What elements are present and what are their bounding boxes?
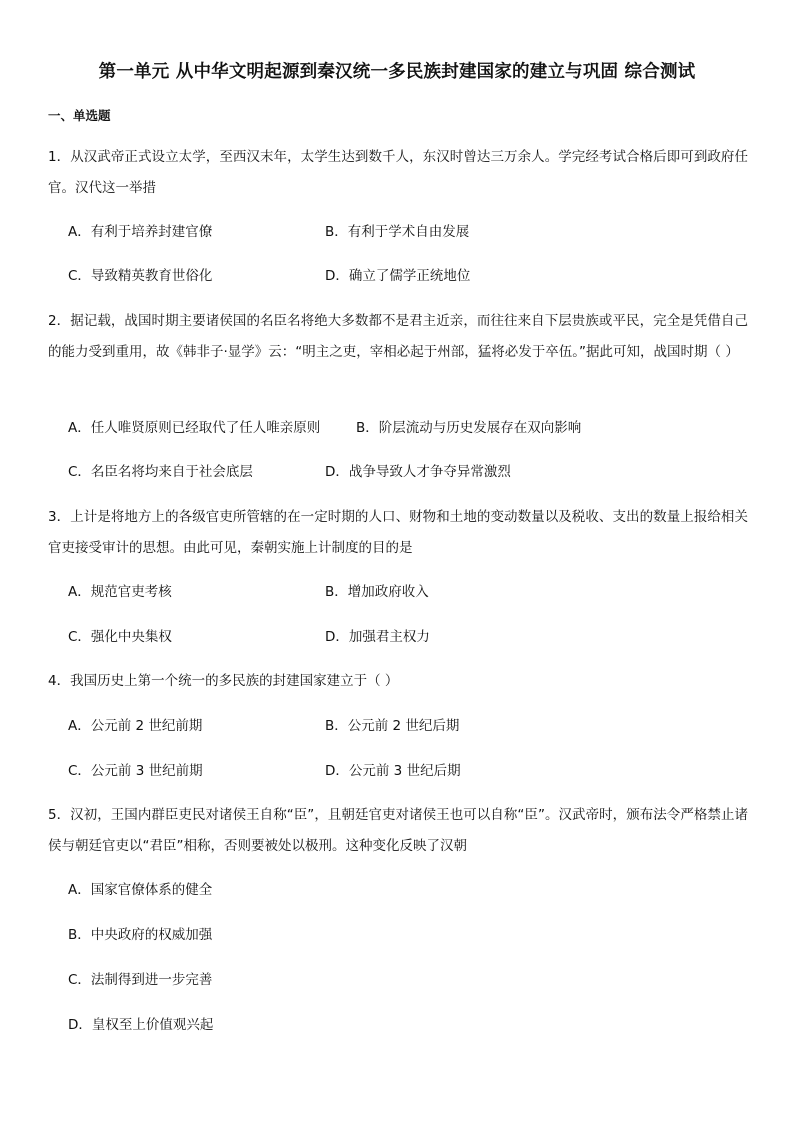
question-2-option-a: A．任人唯贤原则已经取代了任人唯亲原则 [68, 420, 321, 436]
question-2-option-b: B．阶层流动与历史发展存在双向影响 [356, 420, 582, 436]
question-1-option-b: B．有利于学术自由发展 [325, 224, 470, 240]
question-5-option-a: A．国家官僚体系的健全 [68, 882, 213, 898]
question-5-option-b: B．中央政府的权威加强 [68, 927, 213, 943]
question-5-option-c: C．法制得到进一步完善 [68, 972, 213, 988]
question-2-option-c: C．名臣名将均来自于社会底层 [68, 464, 253, 480]
question-4-option-c: C．公元前 3 世纪前期 [68, 763, 203, 779]
document-title: 第一单元 从中华文明起源到秦汉统一多民族封建国家的建立与巩固 综合测试 [98, 62, 696, 82]
question-5-option-d: D．皇权至上价值观兴起 [68, 1017, 214, 1033]
question-5-stem: 5．汉初，王国内群臣吏民对诸侯王自称“臣”，且朝廷官吏对诸侯王也可以自称“臣”。汉武帝时，颁布法令严格禁止诸侯与朝廷官吏以“君臣”相称，否则要被处以极刑。这种变化反映了汉朝 [48, 807, 748, 854]
question-3-option-c: C．强化中央集权 [68, 629, 172, 645]
question-3-stem: 3．上计是将地方上的各级官吏所管辖的在一定时期的人口、财物和土地的变动数量以及税收、支出的数量上报给相关官吏接受审计的思想。由此可见，秦朝实施上计制度的目的是 [48, 509, 748, 556]
question-3-option-a: A．规范官吏考核 [68, 584, 172, 600]
question-4-stem: 4．我国历史上第一个统一的多民族的封建国家建立于（ ） [48, 673, 399, 689]
question-1-option-d: D．确立了儒学正统地位 [325, 268, 471, 284]
question-1-stem: 1．从汉武帝正式设立太学，至西汉末年，太学生达到数千人，东汉时曾达三万余人。学完经考试合格后即可到政府任官。汉代这一举措 [48, 149, 748, 196]
question-2-option-d: D．战争导致人才争夺异常激烈 [325, 464, 511, 480]
section-heading: 一、单选题 [48, 108, 111, 123]
question-3-option-b: B．增加政府收入 [325, 584, 429, 600]
question-1-option-c: C．导致精英教育世俗化 [68, 268, 213, 284]
question-4-option-d: D．公元前 3 世纪后期 [325, 763, 461, 779]
question-1-option-a: A．有利于培养封建官僚 [68, 224, 213, 240]
question-4-option-b: B．公元前 2 世纪后期 [325, 718, 460, 734]
question-4-option-a: A．公元前 2 世纪前期 [68, 718, 203, 734]
question-2-stem: 2．据记载，战国时期主要诸侯国的名臣名将绝大多数都不是君主近亲，而往往来自下层贵族或平民，完全是凭借自己的能力受到重用，故《韩非子·显学》云：“明主之吏，宰相必起于州部，猛将必发于卒伍。”据此可知，战国时期（ ） [48, 313, 748, 360]
question-3-option-d: D．加强君主权力 [325, 629, 430, 645]
